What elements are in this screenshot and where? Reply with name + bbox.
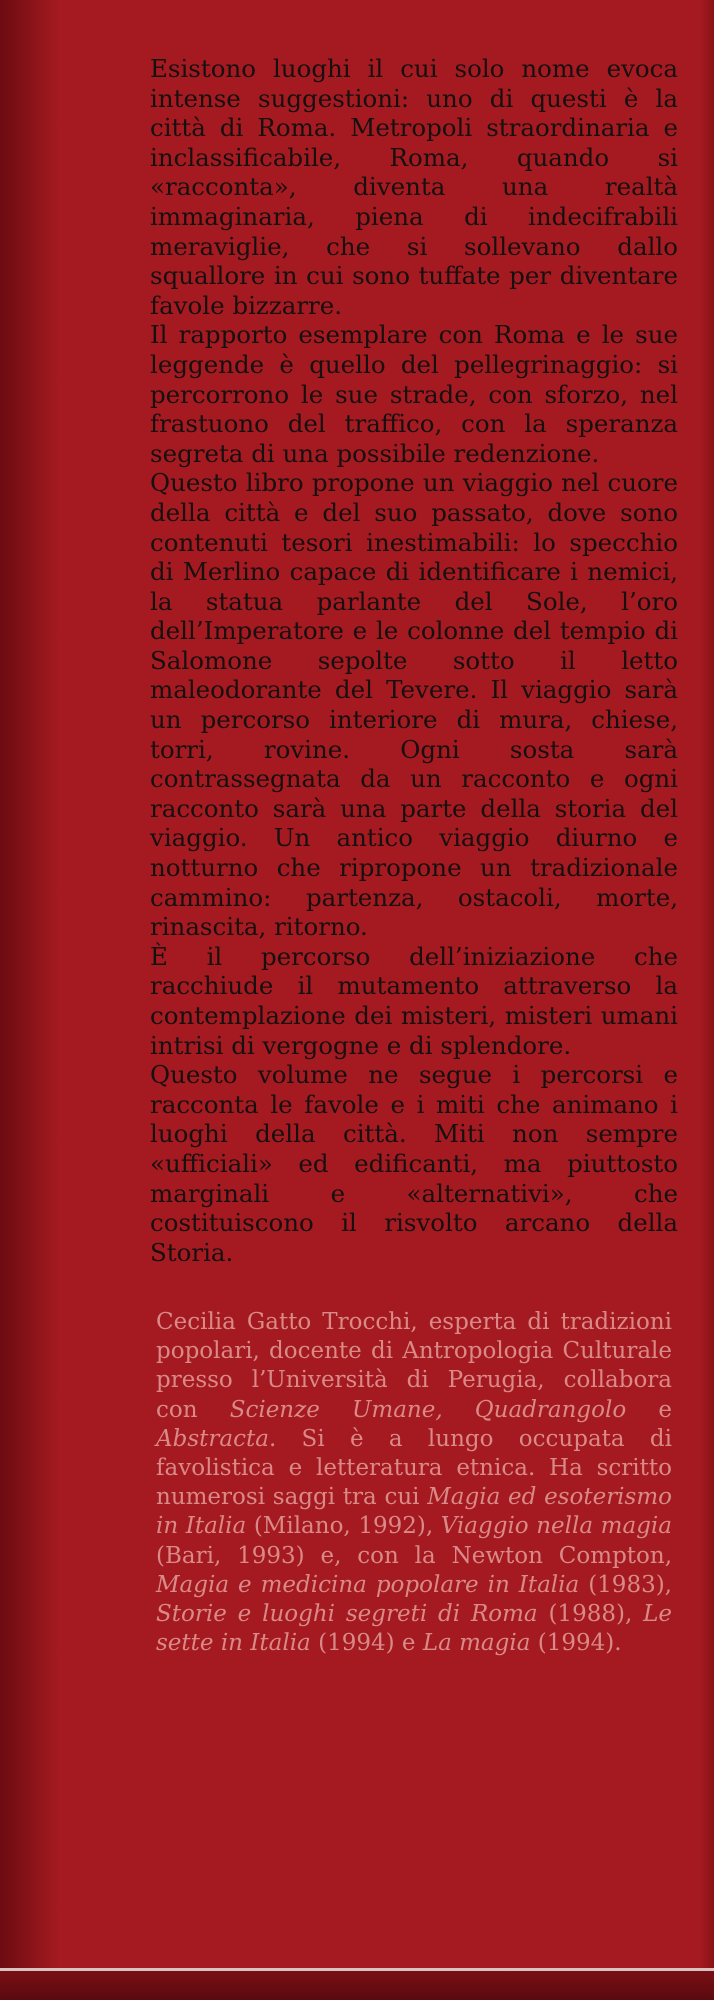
- bio-text: (1988),: [537, 1601, 644, 1628]
- bio-text: (1983),: [579, 1571, 672, 1598]
- bio-title: Abstracta: [156, 1425, 269, 1452]
- blurb-paragraph: Il rapporto esemplare con Roma e le sue leggende è quello del pellegrinaggio: si percorrono le sue strade, con sforzo, nel frastuono del traffico, con la speranza segreta di una possibile redenzione.: [150, 320, 678, 468]
- bio-text: (Bari, 1993) e, con la Newton Compton,: [156, 1542, 672, 1569]
- bio-text: (Milano, 1992),: [246, 1513, 441, 1540]
- bio-text: (1994) e: [310, 1630, 423, 1657]
- bio-title: Magia ed esoterismo in Italia: [156, 1484, 672, 1540]
- blurb-paragraph: È il percorso dell’iniziazione che racchiude il mutamento attraverso la contemplazione dei misteri, misteri umani intrisi di vergogne e di splendore.: [150, 941, 678, 1060]
- bio-title: Scienze Umane, Quadrangolo: [229, 1396, 627, 1423]
- bio-title: Viaggio nella magia: [440, 1513, 672, 1540]
- bio-title: La magia: [422, 1630, 531, 1657]
- bio-title: Storie e luoghi segreti di Roma: [156, 1601, 538, 1628]
- blurb-paragraph: Questo libro propone un viaggio nel cuore della città e del suo passato, dove sono contenuti tesori inestimabili: lo specchio di Merlino capace di identificare i nemici, la statua parlante del Sole, l’oro dell’Imperatore e le colonne del tempio di Salomone sepolte sotto il letto maleodorante del Tevere. Il viaggio sarà un percorso interiore di mura, chiese, torri, rovine. Ogni sosta sarà contrassegnata da un racconto e ogni racconto sarà una parte della storia del viaggio. Un antico viaggio diurno e notturno che ripropone un tradizionale cammino: partenza, ostacoli, morte, rinascita, ritorno.: [150, 468, 678, 942]
- blurb-text: [150, 54, 678, 1267]
- bio-text: (1994).: [530, 1630, 622, 1657]
- flap-edge-shadow: [700, 0, 714, 2000]
- author-bio-paragraph: [156, 1308, 672, 1658]
- blurb-paragraph: Esistono luoghi il cui solo nome evoca intense suggestioni: uno di questi è la città di Roma. Metropoli straordinaria e inclassificabile, Roma, quando si «racconta», diventa una realtà immaginaria, piena di indecifrabili meraviglie, che si sollevano dallo squallore in cui sono tuffate per diventare favole bizzarre.: [150, 54, 678, 320]
- bio-title: Magia e medicina popolare in Italia: [156, 1571, 580, 1598]
- bio-text: e: [626, 1396, 672, 1423]
- bottom-fold: [0, 1968, 714, 2000]
- fold-highlight: [0, 1968, 714, 1971]
- blurb-paragraph: Questo volume ne segue i percorsi e racconta le favole e i miti che animano i luoghi della città. Miti non sempre «ufficiali» ed edificanti, ma piuttosto marginali e «alternativi», che costituiscono il risvolto arcano della Storia.: [150, 1060, 678, 1267]
- spine-shadow: [0, 0, 60, 2000]
- author-bio: [156, 1308, 672, 1658]
- bio-text: Cecilia Gatto Trocchi, esperta di tradizioni popolari, docente di Antropologia Culturale presso l’Università di Perugia, collabora con: [156, 1309, 672, 1423]
- bio-text: . Si è a lungo occupata di favolistica e letteratura etnica. Ha scritto numerosi saggi tra cui: [156, 1425, 672, 1511]
- bio-title: Le sette in Italia: [156, 1601, 672, 1657]
